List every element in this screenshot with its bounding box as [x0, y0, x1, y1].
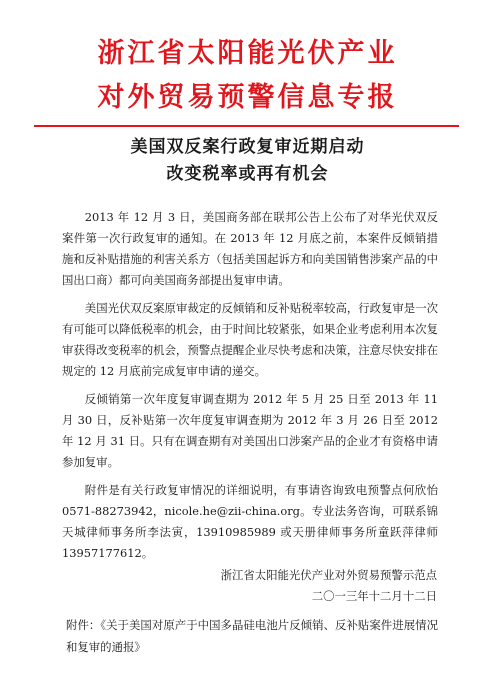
- masthead-line-1: 浙江省太阳能光伏产业: [97, 38, 398, 69]
- paragraph-3: 反倾销第一次年度复审调查期为 2012 年 5 月 25 日至 2013 年 11 月 30 日，反补贴第一次年度复审调查期为 2012 年 3 月 26 日至 2012 年 12 月 31 日。只有在调查期有对美国出口涉案产品的企业才有资格申请参加复审。: [62, 392, 438, 469]
- headline: [0, 134, 495, 188]
- paragraph-2: 美国光伏双反案原审裁定的反倾销和反补贴税率较高，行政复审是一次有可能可以降低税率的机会，由于时间比较紧张，如果企业考虑利用本次复审获得改变税率的机会，预警点提醒企业尽快考虑和决策，注意尽快安排在规定的 12 月底前完成复审申请的递交。: [62, 301, 438, 378]
- body-text: [62, 207, 438, 571]
- paragraph-1: 2013 年 12 月 3 日，美国商务部在联邦公告上公布了对华光伏双反案件第一次行政复审的通知。在 2013 年 12 月底之前，本案件反倾销措施和反补贴措施的利害关系方（包括美国起诉方和向美国销售涉案产品的中国出口商）都可向美国商务部提出复审申请。: [62, 210, 438, 287]
- masthead: [0, 32, 495, 120]
- headline-line-1: 美国双反案行政复审近期启动: [130, 137, 365, 157]
- signature-date: 二〇一三年十二月十二日: [311, 589, 437, 603]
- attachment-note: 附件：《关于美国对原产于中国多晶硅电池片反倾销、反补贴案件进展情况和复审的通报》: [66, 618, 438, 654]
- signature-block: [221, 565, 437, 607]
- signature-org: 浙江省太阳能光伏产业对外贸易预警示范点: [220, 568, 437, 582]
- masthead-line-2: 对外贸易预警信息专报: [97, 82, 398, 113]
- paragraph-4: 附件是有关行政复审情况的详细说明，有事请咨询致电预警点何欣怡 0571-88273942，nicole.he@zii-china.org。专业法务咨询，可联系锦天城律师事务所李法寅，13910985989 或天册律师事务所童跃萍律师 13957177612。: [62, 483, 438, 560]
- red-divider: [34, 125, 459, 127]
- headline-line-2: 改变税率或再有机会: [166, 164, 329, 184]
